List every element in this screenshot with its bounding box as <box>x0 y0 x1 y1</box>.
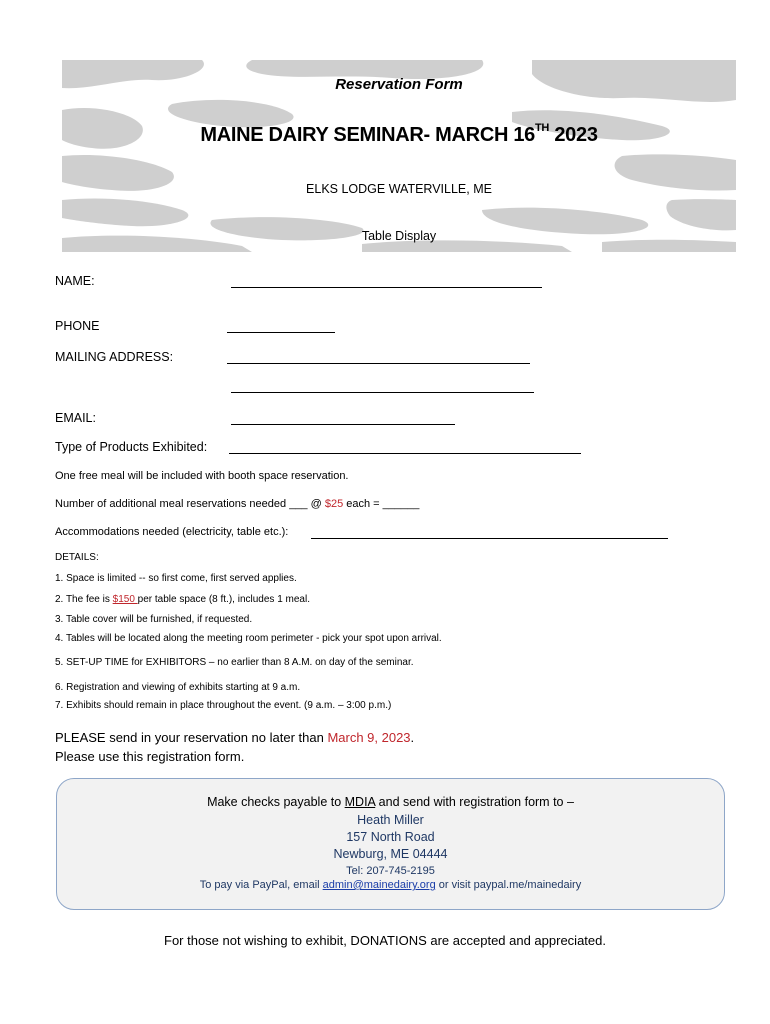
products-field[interactable] <box>229 453 581 454</box>
mailing-address-label: MAILING ADDRESS: <box>55 350 174 364</box>
page-title: MAINE DAIRY SEMINAR- MARCH 16TH 2023 <box>200 122 598 146</box>
fee-price: $150 <box>112 594 138 605</box>
free-meal-note: One free meal will be included with booth space reservation. <box>55 470 349 482</box>
payee-name: MDIA <box>344 795 376 809</box>
name-label: NAME: <box>55 274 95 288</box>
email-field[interactable] <box>231 424 455 425</box>
products-label: Type of Products Exhibited: <box>55 440 208 454</box>
payable-line: Make checks payable to MDIA and send with registration form to – <box>207 795 574 809</box>
detail-item-1: 1. Space is limited -- so first come, first served applies. <box>55 573 297 584</box>
detail-item-2: 2. The fee is $150 per table space (8 ft.), includes 1 meal. <box>55 594 310 605</box>
display-type-text: Table Display <box>361 229 437 243</box>
detail-item-4: 4. Tables will be located along the meeting room perimeter - pick your spot upon arrival. <box>55 633 442 644</box>
venue-text: ELKS LODGE WATERVILLE, ME <box>306 182 492 196</box>
detail-item-6: 6. Registration and viewing of exhibits starting at 9 a.m. <box>55 682 301 693</box>
detail-item-3: 3. Table cover will be furnished, if requested. <box>55 614 253 625</box>
meal-price: $25 <box>324 498 344 510</box>
paypal-line: To pay via PayPal, email admin@mainedairy.org or visit paypal.me/mainedairy <box>199 879 582 891</box>
email-label: EMAIL: <box>55 411 96 425</box>
detail-item-5: 5. SET-UP TIME for EXHIBITORS – no earlier than 8 A.M. on day of the seminar. <box>55 657 414 668</box>
details-heading: DETAILS: <box>55 552 99 563</box>
contact-city: Newburg, ME 04444 <box>333 847 448 861</box>
additional-meals-line: Number of additional meal reservations needed ___ @ $25 each = ______ <box>55 498 420 510</box>
accommodations-label: Accommodations needed (electricity, table etc.): <box>55 526 289 538</box>
form-label: Reservation Form <box>335 76 463 93</box>
use-form-line: Please use this registration form. <box>55 749 245 764</box>
phone-label: PHONE <box>55 319 100 333</box>
mailing-address-field-line2[interactable] <box>231 392 534 393</box>
contact-tel: Tel: 207-745-2195 <box>346 865 435 877</box>
contact-street: 157 North Road <box>346 830 435 844</box>
paypal-email-link[interactable]: admin@mainedairy.org <box>322 879 436 891</box>
accommodations-field[interactable] <box>311 538 668 539</box>
payment-info-box <box>56 778 725 910</box>
name-field[interactable] <box>231 287 542 288</box>
contact-name: Heath Miller <box>357 813 424 827</box>
deadline-line: PLEASE send in your reservation no later than March 9, 2023. <box>55 730 415 745</box>
deadline-date: March 9, 2023 <box>327 730 411 745</box>
phone-field[interactable] <box>227 332 335 333</box>
detail-item-7: 7. Exhibits should remain in place throughout the event. (9 a.m. – 3:00 p.m.) <box>55 700 392 711</box>
mailing-address-field-line1[interactable] <box>227 363 530 364</box>
donations-footer: For those not wishing to exhibit, DONATIONS are accepted and appreciated. <box>164 933 606 948</box>
